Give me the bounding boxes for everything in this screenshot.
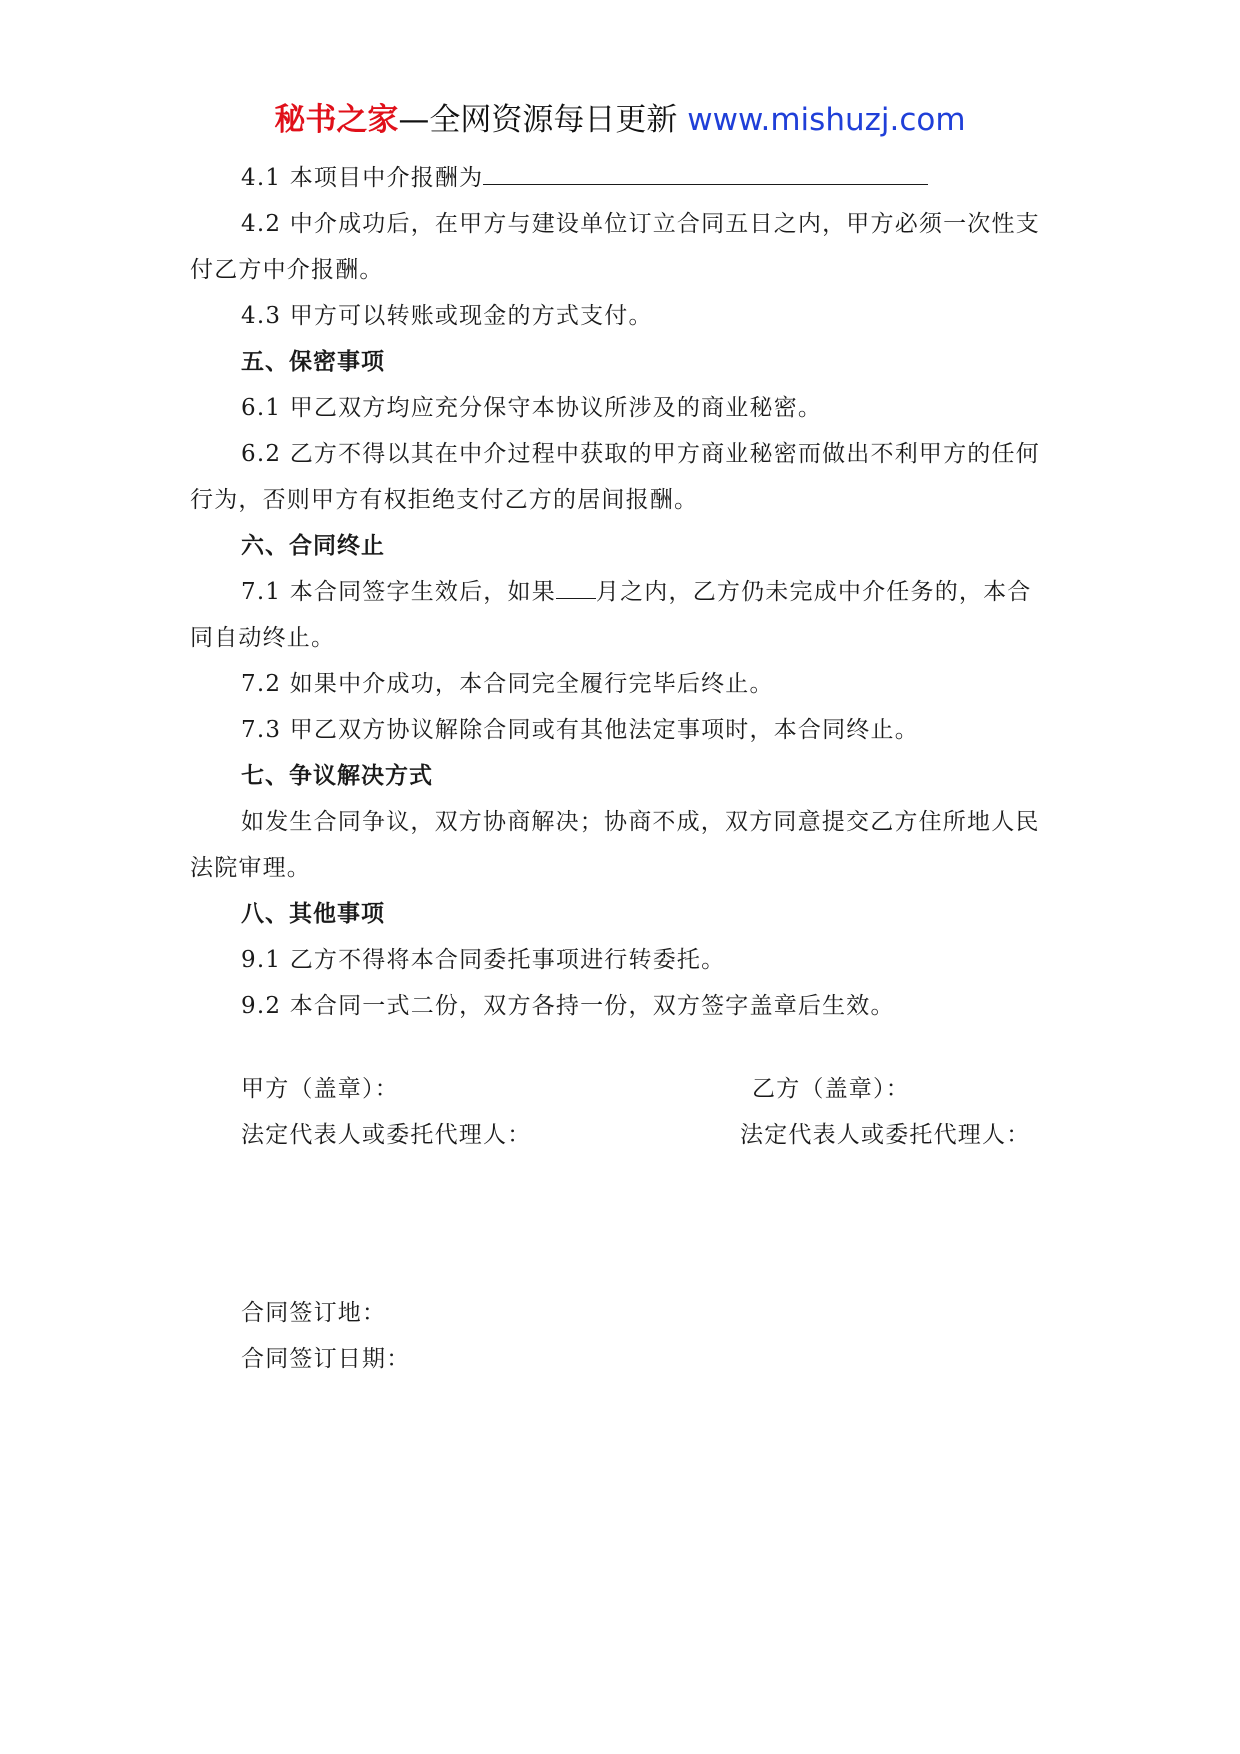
section-heading-other: 八、其他事项 [241,901,385,927]
clause-9-2: 9.2 本合同一式二份，双方各持一份，双方签字盖章后生效。 [241,993,895,1019]
signature-block [241,1066,1061,1158]
months-blank [556,574,596,599]
signing-date: 合同签订日期： [241,1346,411,1372]
clause-7-1: 7.1 本合同签字生效后，如果 月之内，乙方仍未完成中介任务的，本合同自动终止。 [190,569,1052,661]
header-slogan: —全网资源每日更新 [398,102,678,138]
representative-row [241,1112,1061,1158]
fee-blank [483,160,928,185]
clause-4-2: 4.2 中介成功后，在甲方与建设单位订立合同五日之内，甲方必须一次性支付乙方中介报酬。 [190,211,1040,283]
clause-6-2: 6.2 乙方不得以其在中介过程中获取的甲方商业秘密而做出不利甲方的任何行为，否则甲方有权拒绝支付乙方的居间报酬。 [190,441,1040,513]
clause-7-3: 7.3 甲乙双方协议解除合同或有其他法定事项时，本合同终止。 [241,717,919,743]
clause-7-2: 7.2 如果中介成功，本合同完全履行完毕后终止。 [241,671,774,697]
seal-row [241,1066,1061,1112]
section-heading-dispute: 七、争议解决方式 [241,763,433,789]
party-b-representative: 法定代表人或委托代理人： [740,1122,1031,1148]
clause-dispute: 如发生合同争议，双方协商解决；协商不成，双方同意提交乙方住所地人民法院审理。 [190,809,1040,881]
clause-9-1: 9.1 乙方不得将本合同委托事项进行转委托。 [241,947,726,973]
section-heading-confidentiality: 五、保密事项 [241,349,385,375]
section-heading-termination: 六、合同终止 [241,533,385,559]
signing-place: 合同签订地： [241,1300,387,1326]
brand-name: 秘书之家 [274,102,399,138]
clause-4-1: 4.1 本项目中介报酬为 [190,155,1052,201]
party-a-seal: 甲方（盖章）： [241,1076,399,1102]
contract-body [190,155,1052,1029]
party-a-representative: 法定代表人或委托代理人： [241,1122,532,1148]
signing-info [241,1290,410,1382]
clause-4-3: 4.3 甲方可以转账或现金的方式支付。 [241,303,653,329]
party-b-seal: 乙方（盖章）： [752,1076,910,1102]
site-header [0,100,1240,140]
site-url[interactable]: www.mishuzj.com [687,102,966,138]
clause-6-1: 6.1 甲乙双方均应充分保守本协议所涉及的商业秘密。 [241,395,823,421]
